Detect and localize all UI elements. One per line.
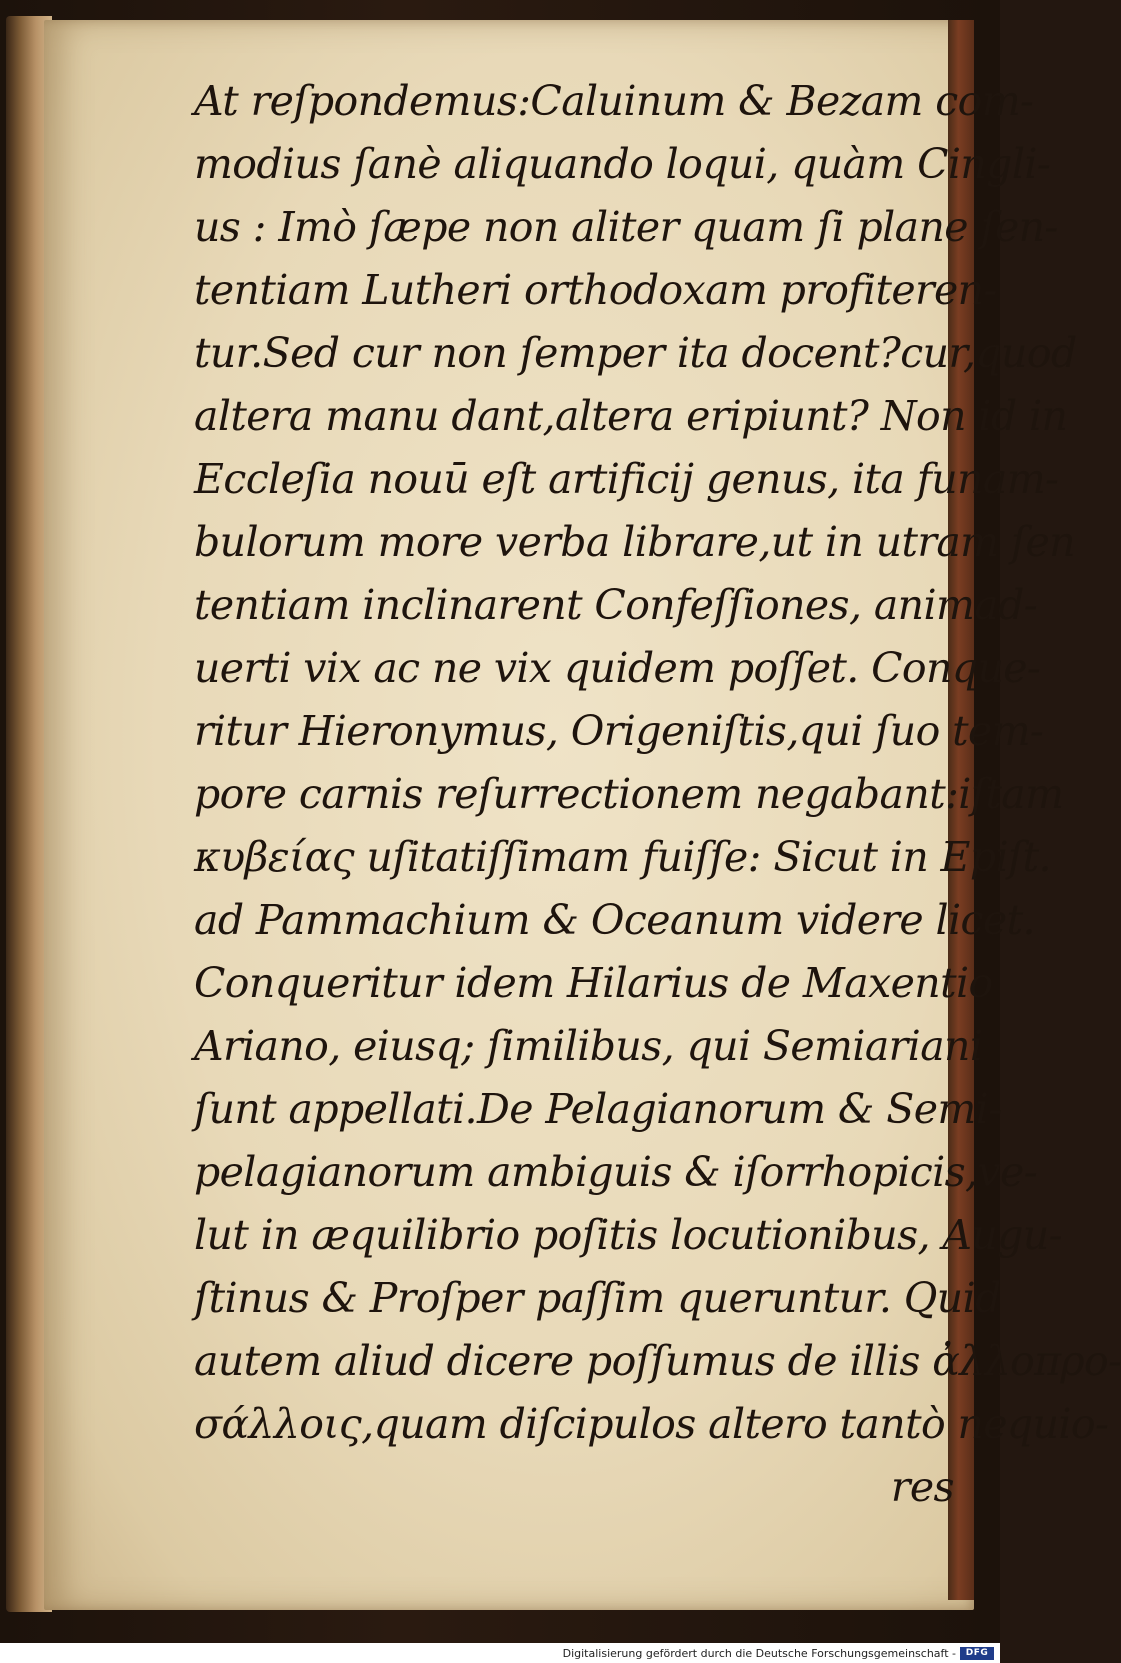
text-line: σάλλοις,quam diſcipulos altero tantò nequio-	[194, 1400, 1109, 1448]
text-line: Eccleſia nouū eſt artificij genus, ita funam-	[194, 455, 1059, 503]
text-line: ſtinus & Proſper paſſim queruntur. Quid	[194, 1274, 1001, 1322]
text-line: us : Imò ſæpe non aliter quam ſi plane ſen-	[194, 203, 1058, 251]
text-line: At reſpondemus:Caluinum & Bezam com-	[194, 77, 1034, 125]
catchword: res	[890, 1463, 954, 1511]
text-line: altera manu dant,altera eripiunt? Non id in	[194, 392, 1068, 440]
text-line: pelagianorum ambiguis & iſorrhopicis,ve-	[194, 1148, 1037, 1196]
dfg-logo: DFG	[960, 1647, 994, 1660]
page-text	[194, 70, 1121, 1519]
text-line: modius ſanè aliquando loqui, quàm Cingli-	[194, 140, 1051, 188]
text-line: tentiam Lutheri orthodoxam profiteren-	[194, 266, 997, 314]
text-line: Ariano, eiusq; ſimilibus, qui Semiariani	[194, 1022, 983, 1070]
text-line: ritur Hieronymus, Origeniſtis,qui ſuo tem-	[194, 707, 1044, 755]
text-line: bulorum more verba librare,ut in utram ſen	[194, 518, 1075, 566]
text-line: ad Pammachium & Oceanum videre licet.	[194, 896, 1035, 944]
text-line: κυβείας uſitatiſſimam fuiſſe: Sicut in Epiſt.	[194, 833, 1051, 881]
text-line: ſunt appellati.De Pelagianorum & Semi-	[194, 1085, 1002, 1133]
text-line: autem aliud dicere poſſumus de illis ἀλλοπρο-	[194, 1337, 1121, 1385]
text-line: lut in æquilibrio poſitis locutionibus, Augu-	[194, 1211, 1062, 1259]
footer-bar	[0, 1643, 1000, 1663]
text-line: tentiam inclinarent Confeſſiones, animad-	[194, 581, 1038, 629]
text-line: tur.Sed cur non ſemper ita docent?cur,quod	[194, 329, 1077, 377]
text-line: Conqueritur idem Hilarius de Maxentio	[194, 959, 993, 1007]
funding-credit: Digitalisierung gefördert durch die Deutsche Forschungsgemeinschaft -	[562, 1647, 956, 1660]
text-line: pore carnis reſurrectionem negabant:iſtam	[194, 770, 1064, 818]
text-line: uerti vix ac ne vix quidem poſſet. Conque-	[194, 644, 1041, 692]
